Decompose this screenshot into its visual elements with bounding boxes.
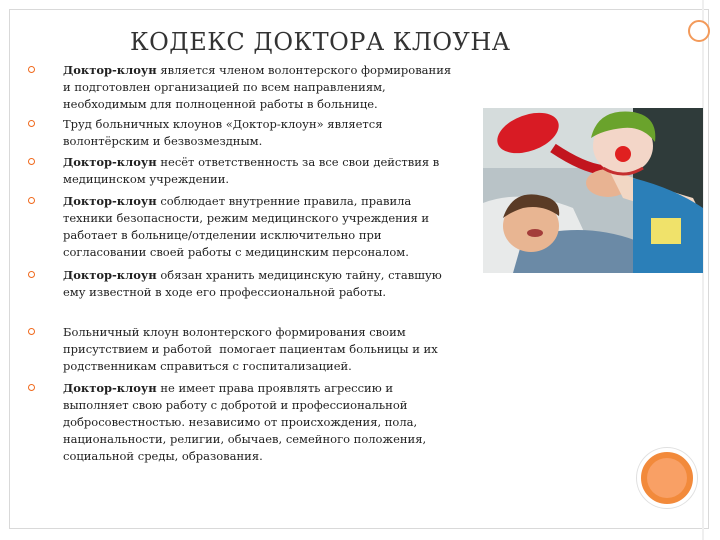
list-item-line-text: техники безопасности, режим медицинского учреждения и [63,211,430,225]
bullet-icon [28,384,35,391]
list-item-line-text: работает в больнице/отделении исключительно при [63,228,382,242]
list-item-line-text: Больничный клоун волонтерского формирования своим [63,325,406,339]
list-item-line [63,133,523,150]
bullet-icon [28,328,35,335]
list-item-line [63,267,523,284]
decor-circle-bottom [637,448,697,508]
list-item-line-text: родственникам справиться с госпитализацией. [63,359,352,373]
list-item-line [63,210,523,227]
list-item-line-text: соблюдает внутренние правила, правила [156,194,412,208]
clown-photo [483,108,703,273]
list-item-line [63,154,523,171]
list-item-line-text: является членом волонтерского формирования [156,63,452,77]
list-item-line-text: социальной среды, образования. [63,449,263,463]
list-item-line [63,341,523,358]
list-item-line-text: и подготовлен организацией по всем направлениям, [63,80,386,94]
page-title: КОДЕКС ДОКТОРА КЛОУНА [130,28,511,56]
list-item-line-text: присутствием и работой помогает пациентам больницы и их [63,342,438,356]
list-item-subject: Доктор-клоун [63,268,157,282]
list-item-line-text: согласовании своей работы с медицинским персоналом. [63,245,409,259]
list-item-line-text: национальности, религии, обычаев, семейного положения, [63,432,427,446]
list-item-subject: Доктор-клоун [63,381,157,395]
list-item-text [63,267,523,301]
list-item-line [63,227,523,244]
list-item-line [63,62,523,79]
bullet-icon [28,158,35,165]
list-item-line-text: медицинском учреждении. [63,172,230,186]
list-item-line-text: не имеет права проявлять агрессию и [156,381,394,395]
list-item-line [63,244,523,261]
list-item-line [63,116,523,133]
list-item-line-text: выполняет свою работу с добротой и профессиональной [63,398,408,412]
bullet-icon [28,271,35,278]
list-item-line-text: ему известной в ходе его профессиональной работы. [63,285,387,299]
list-item-line-text: обязан хранить медицинскую тайну, ставшую [156,268,442,282]
list-item-line-text: несёт ответственность за все свои действия в [156,155,440,169]
list-item-line [63,380,523,397]
list-item-line [63,324,523,341]
list-item-text [63,193,523,261]
list-item-line [63,284,523,301]
decor-circle-top [688,20,710,42]
list-item-line [63,431,523,448]
list-item-line-text: волонтёрским и безвозмездным. [63,134,263,148]
list-item-text [63,116,523,150]
list-item-subject: Доктор-клоун [63,63,157,77]
list-item-line [63,397,523,414]
list-item-line [63,358,523,375]
bullet-icon [28,197,35,204]
list-item-text [63,324,523,375]
list-item-text [63,380,523,465]
list-item-line [63,448,523,465]
list-item-line [63,96,523,113]
list-item-subject: Доктор-клоун [63,155,157,169]
list-item-text [63,154,523,188]
list-item-line [63,414,523,431]
list-item-subject: Доктор-клоун [63,194,157,208]
bullet-icon [28,120,35,127]
list-item-line [63,171,523,188]
list-item-text [63,62,523,113]
list-item-line [63,79,523,96]
list-item-line [63,193,523,210]
bullet-icon [28,66,35,73]
list-item-line-text: Труд больничных клоунов «Доктор-клоун» является [63,117,383,131]
list-item-line-text: необходимым для полноценной работы в больнице. [63,97,378,111]
list-item-line-text: добросовестностью. независимо от происхождения, пола, [63,415,418,429]
